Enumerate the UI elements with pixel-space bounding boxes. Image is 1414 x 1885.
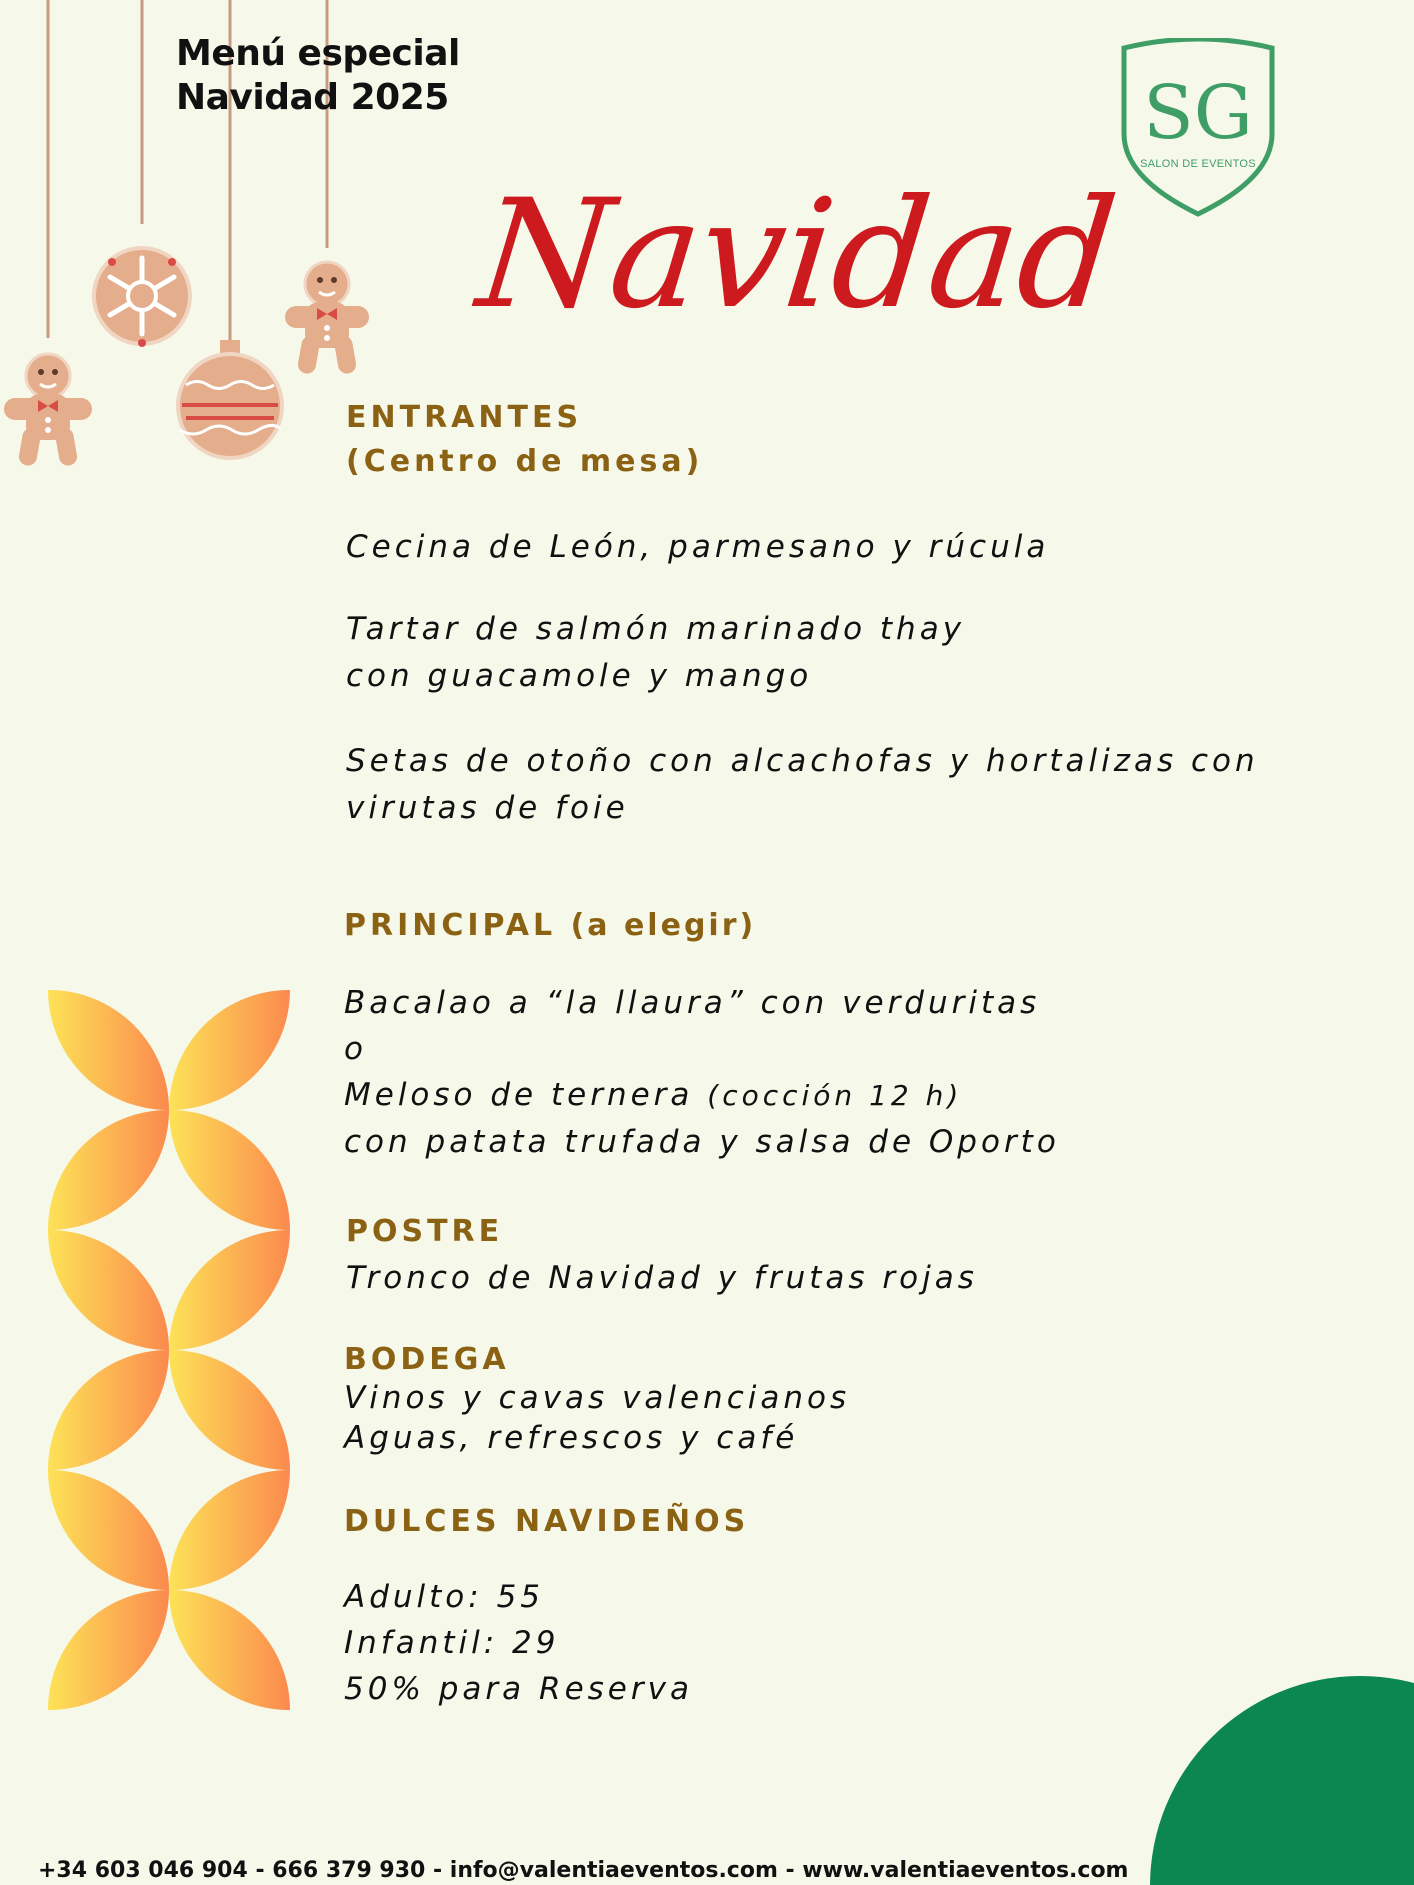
dish-line: virutas de foie xyxy=(346,790,629,826)
dish-line: o xyxy=(344,1031,367,1067)
drink-line: Vinos y cavas valencianos xyxy=(344,1380,851,1416)
christmas-bauble-icon xyxy=(178,340,282,458)
dish-line: Cecina de León, parmesano y rúcula xyxy=(346,529,1050,565)
deposit-note: 50% para Reserva xyxy=(344,1671,693,1707)
header-line-1: Menú especial xyxy=(176,33,460,74)
section-bodega xyxy=(344,1342,850,1458)
gingerbread-man-icon xyxy=(285,262,369,375)
menu-header xyxy=(176,32,460,120)
section-principal xyxy=(344,904,756,948)
gingerbread-man-icon xyxy=(4,354,92,467)
principal-items xyxy=(344,980,1060,1165)
dulces-heading: DULCES NAVIDEÑOS xyxy=(344,1504,750,1539)
principal-heading-text: PRINCIPAL xyxy=(344,908,557,943)
dish-line: Setas de otoño con alcachofas y hortalizas con xyxy=(346,743,1259,779)
entrantes-item xyxy=(346,738,1259,832)
dish-line: con patata trufada y salsa de Oporto xyxy=(344,1124,1060,1160)
entrantes-heading: ENTRANTES xyxy=(346,400,583,435)
section-postre xyxy=(346,1210,978,1302)
dish-line xyxy=(344,1072,1060,1119)
entrantes-item xyxy=(346,606,965,700)
principal-note: (a elegir) xyxy=(570,908,757,943)
section-precios xyxy=(344,1574,693,1712)
section-dulces xyxy=(344,1500,749,1544)
page-title: Navidad xyxy=(470,168,1125,342)
logo-monogram: SG xyxy=(1143,70,1253,156)
entrantes-item xyxy=(346,524,1049,571)
drink-line: Aguas, refrescos y café xyxy=(344,1420,799,1456)
price-child: Infantil: 29 xyxy=(344,1625,560,1661)
dish-line: Bacalao a “la llaura” con verduritas xyxy=(344,985,1041,1021)
dish-line-main: Meloso de ternera xyxy=(344,1077,694,1113)
principal-heading xyxy=(344,904,756,948)
cooking-note: (cocción 12 h) xyxy=(707,1079,963,1112)
dish-line: Tronco de Navidad y frutas rojas xyxy=(346,1260,978,1296)
header-line-2: Navidad 2025 xyxy=(176,77,449,118)
bodega-heading: BODEGA xyxy=(344,1342,510,1377)
green-corner-circle xyxy=(1150,1676,1414,1885)
section-entrantes xyxy=(346,396,703,484)
entrantes-subheading: (Centro de mesa) xyxy=(346,444,704,479)
postre-heading: POSTRE xyxy=(346,1214,504,1249)
snowflake-cookie-icon xyxy=(94,248,190,347)
orange-petal-decoration xyxy=(48,990,290,1712)
price-adult: Adulto: 55 xyxy=(344,1579,545,1615)
dish-line: Tartar de salmón marinado thay xyxy=(346,611,966,647)
dish-line: con guacamole y mango xyxy=(346,658,813,694)
logo-caption: SALON DE EVENTOS xyxy=(1140,158,1256,170)
contact-footer: +34 603 046 904 - 666 379 930 - info@valentiaeventos.com - www.valentiaeventos.com xyxy=(38,1858,1129,1883)
sg-logo-shield xyxy=(1118,38,1278,218)
